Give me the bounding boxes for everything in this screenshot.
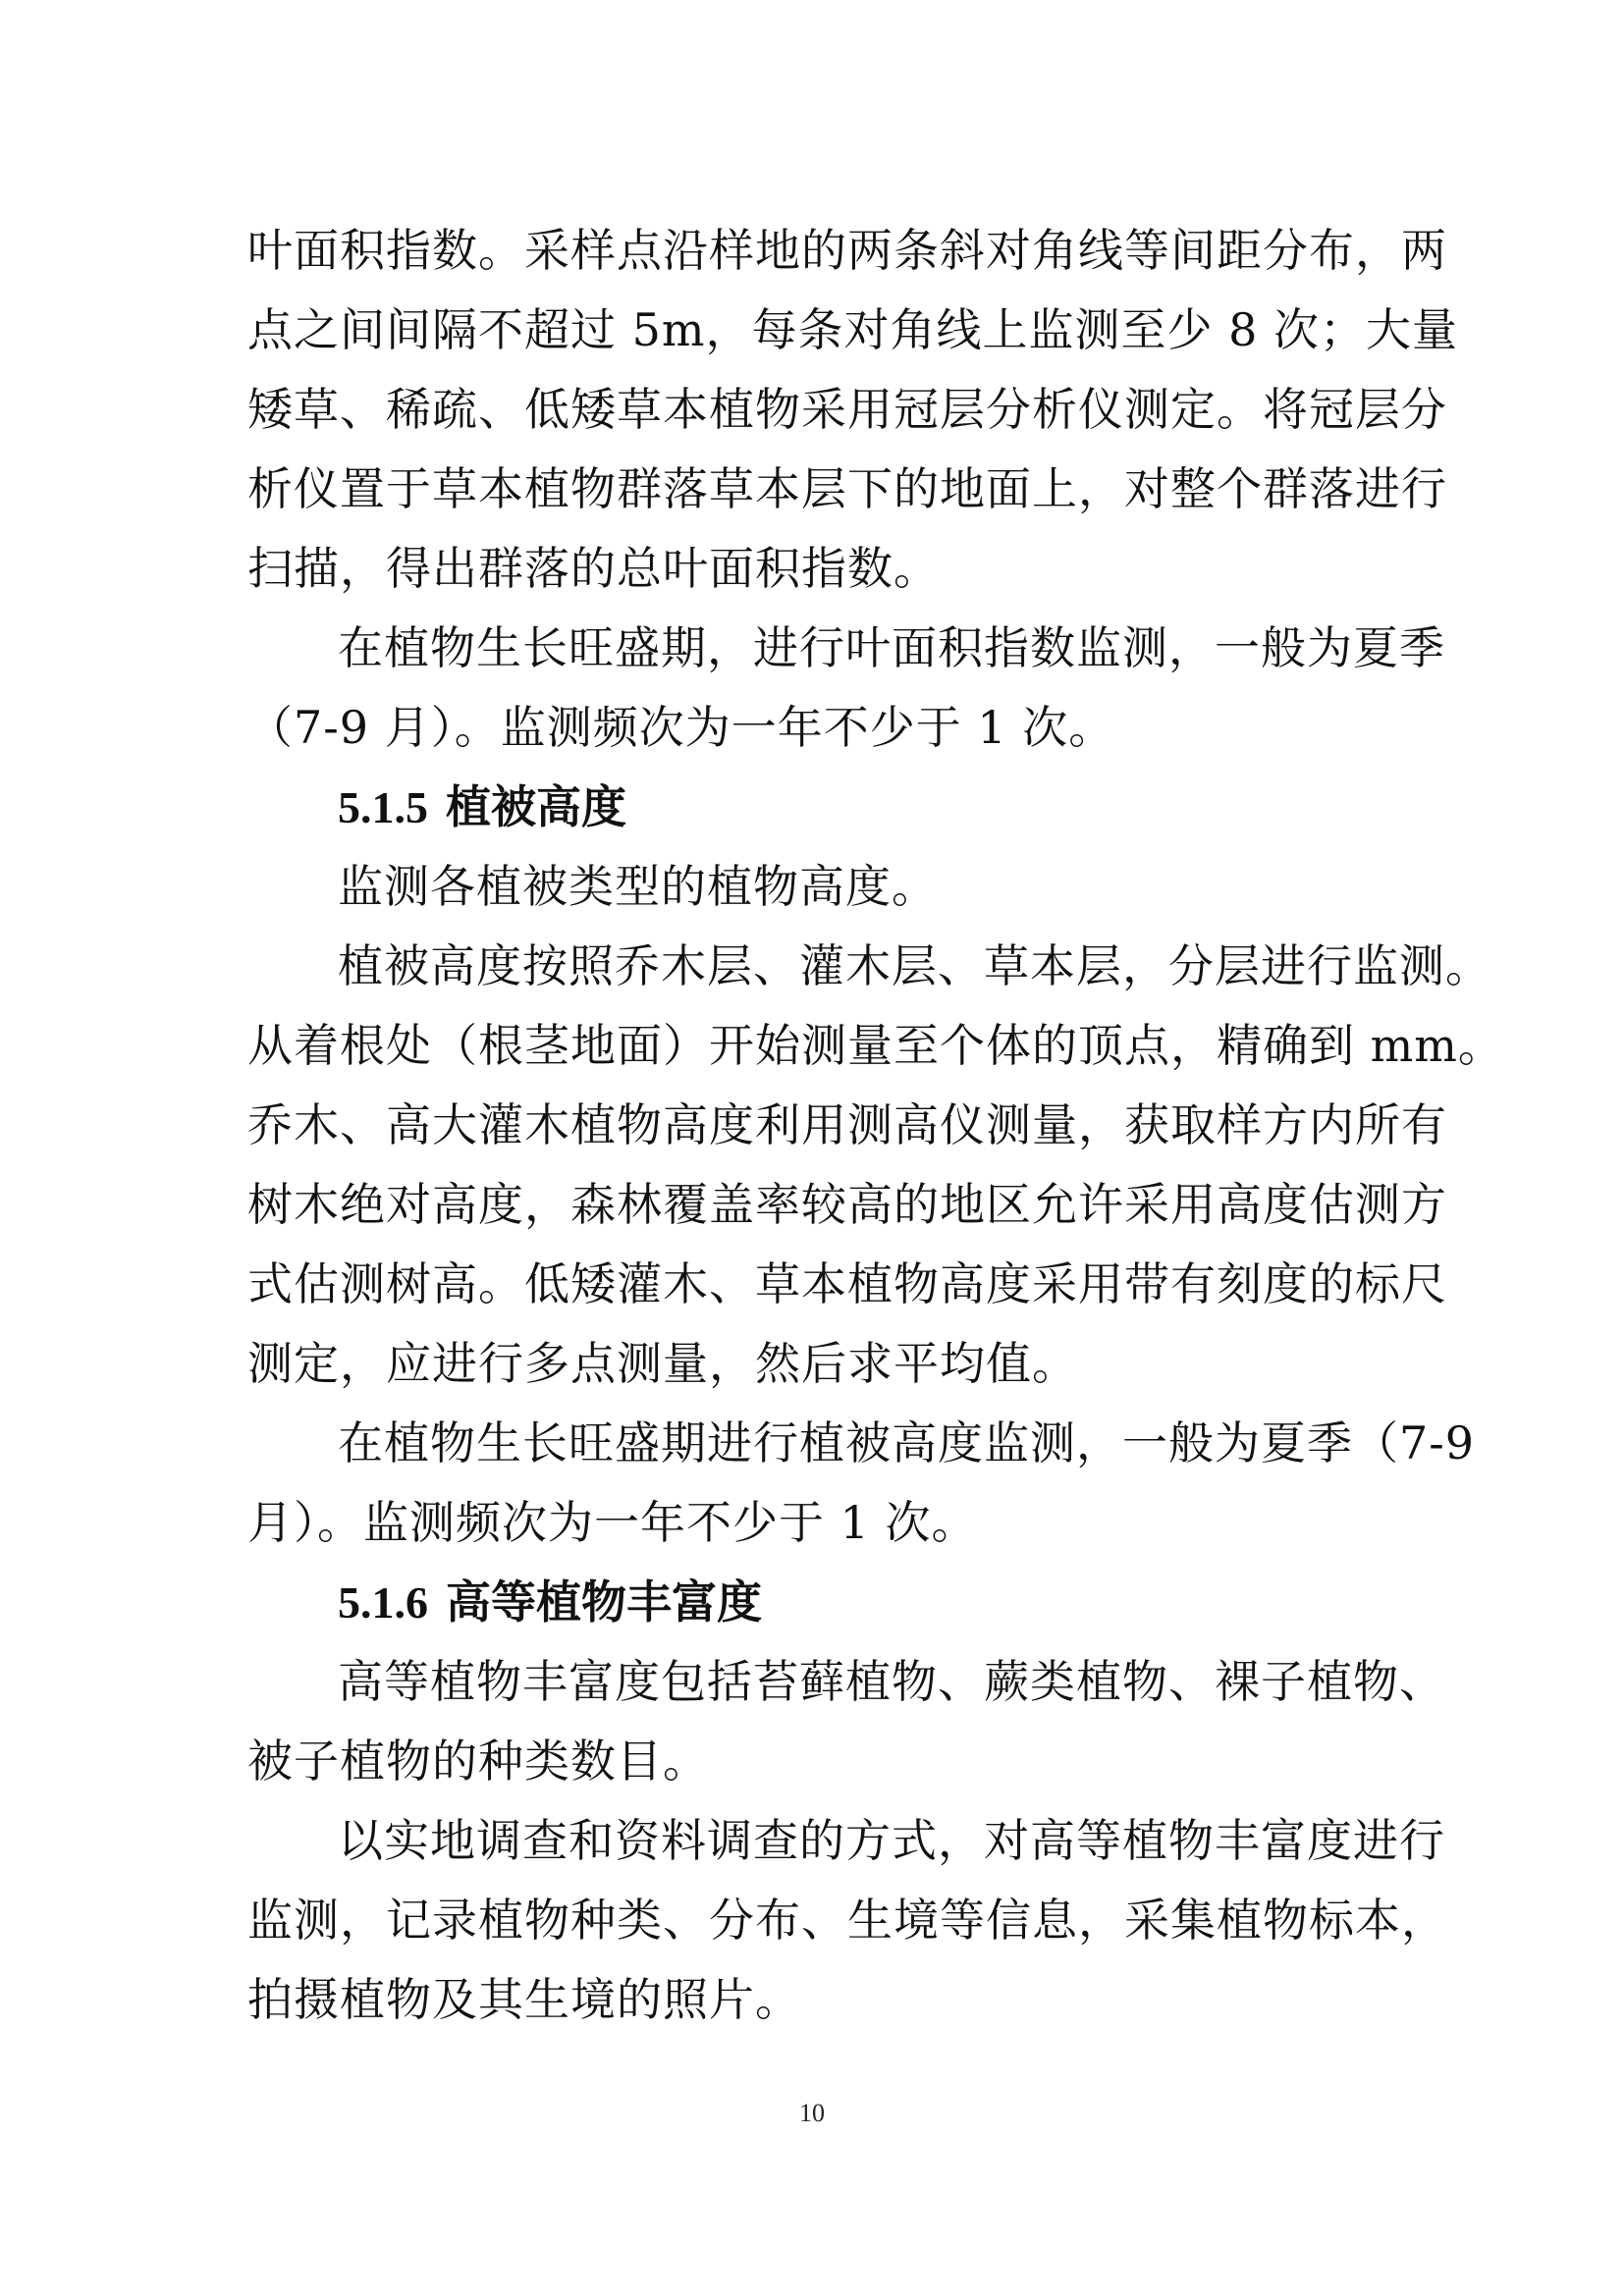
text-line: 式估测树高。低矮灌木、草本植物高度采用带有刻度的标尺 — [247, 1257, 1447, 1310]
section-number: 5.1.6 — [338, 1577, 428, 1628]
section-number: 5.1.5 — [338, 782, 428, 832]
text-line: 被子植物的种类数目。 — [247, 1735, 709, 1788]
section-title: 高等植物丰富度 — [446, 1575, 762, 1629]
document-page-body — [247, 211, 1504, 2040]
section-title: 植被高度 — [446, 780, 626, 833]
text-line: 植被高度按照乔木层、灌木层、草本层，分层进行监测。 — [338, 939, 1491, 992]
text-line: 乔木、高大灌木植物高度利用测高仪测量，获取样方内所有 — [247, 1098, 1447, 1151]
paragraph-vegetation-height-timing — [247, 1404, 1476, 1563]
text-line: 监测各植被类型的植物高度。 — [338, 860, 938, 913]
text-line: 监测，记录植物种类、分布、生境等信息，采集植物标本， — [247, 1894, 1447, 1947]
paragraph-lai-timing — [247, 609, 1445, 768]
text-line: 矮草、稀疏、低矮草本植物采用冠层分析仪测定。将冠层分 — [247, 383, 1447, 436]
paragraph-vegetation-height-method — [247, 927, 1504, 1404]
paragraph-lai-method-continued — [247, 211, 1459, 609]
text-line: 测定，应进行多点测量，然后求平均值。 — [247, 1337, 1078, 1390]
text-line: 在植物生长旺盛期进行植被高度监测，一般为夏季（7-9 — [338, 1416, 1476, 1469]
text-line: 点之间间隔不超过 5m，每条对角线上监测至少 8 次；大量 — [247, 303, 1459, 356]
text-line: （7-9 月）。监测频次为一年不少于 1 次。 — [247, 701, 1115, 754]
page-number: 10 — [799, 2099, 825, 2127]
text-line: 扫描，得出群落的总叶面积指数。 — [247, 542, 940, 595]
text-line: 在植物生长旺盛期，进行叶面积指数监测，一般为夏季 — [338, 621, 1445, 674]
text-line: 拍摄植物及其生境的照片。 — [247, 1973, 801, 2026]
text-line: 高等植物丰富度包括苔藓植物、蕨类植物、裸子植物、 — [338, 1655, 1445, 1708]
paragraph-plant-richness-definition — [247, 1642, 1445, 1801]
text-line: 叶面积指数。采样点沿样地的两条斜对角线等间距分布，两 — [247, 224, 1447, 277]
text-line: 树木绝对高度，森林覆盖率较高的地区允许采用高度估测方 — [247, 1178, 1447, 1231]
section-heading-5-1-5 — [247, 768, 1386, 847]
text-line: 析仪置于草本植物群落草本层下的地面上，对整个群落进行 — [247, 462, 1447, 515]
section-heading-5-1-6 — [247, 1563, 1386, 1642]
text-line: 从着根处（根茎地面）开始测量至个体的顶点，精确到 mm。 — [247, 1019, 1504, 1072]
text-line: 以实地调查和资料调查的方式，对高等植物丰富度进行 — [338, 1814, 1445, 1867]
text-line: 月）。监测频次为一年不少于 1 次。 — [247, 1496, 978, 1549]
paragraph-vegetation-height-intro — [247, 847, 1386, 927]
paragraph-plant-richness-method — [247, 1801, 1447, 2040]
